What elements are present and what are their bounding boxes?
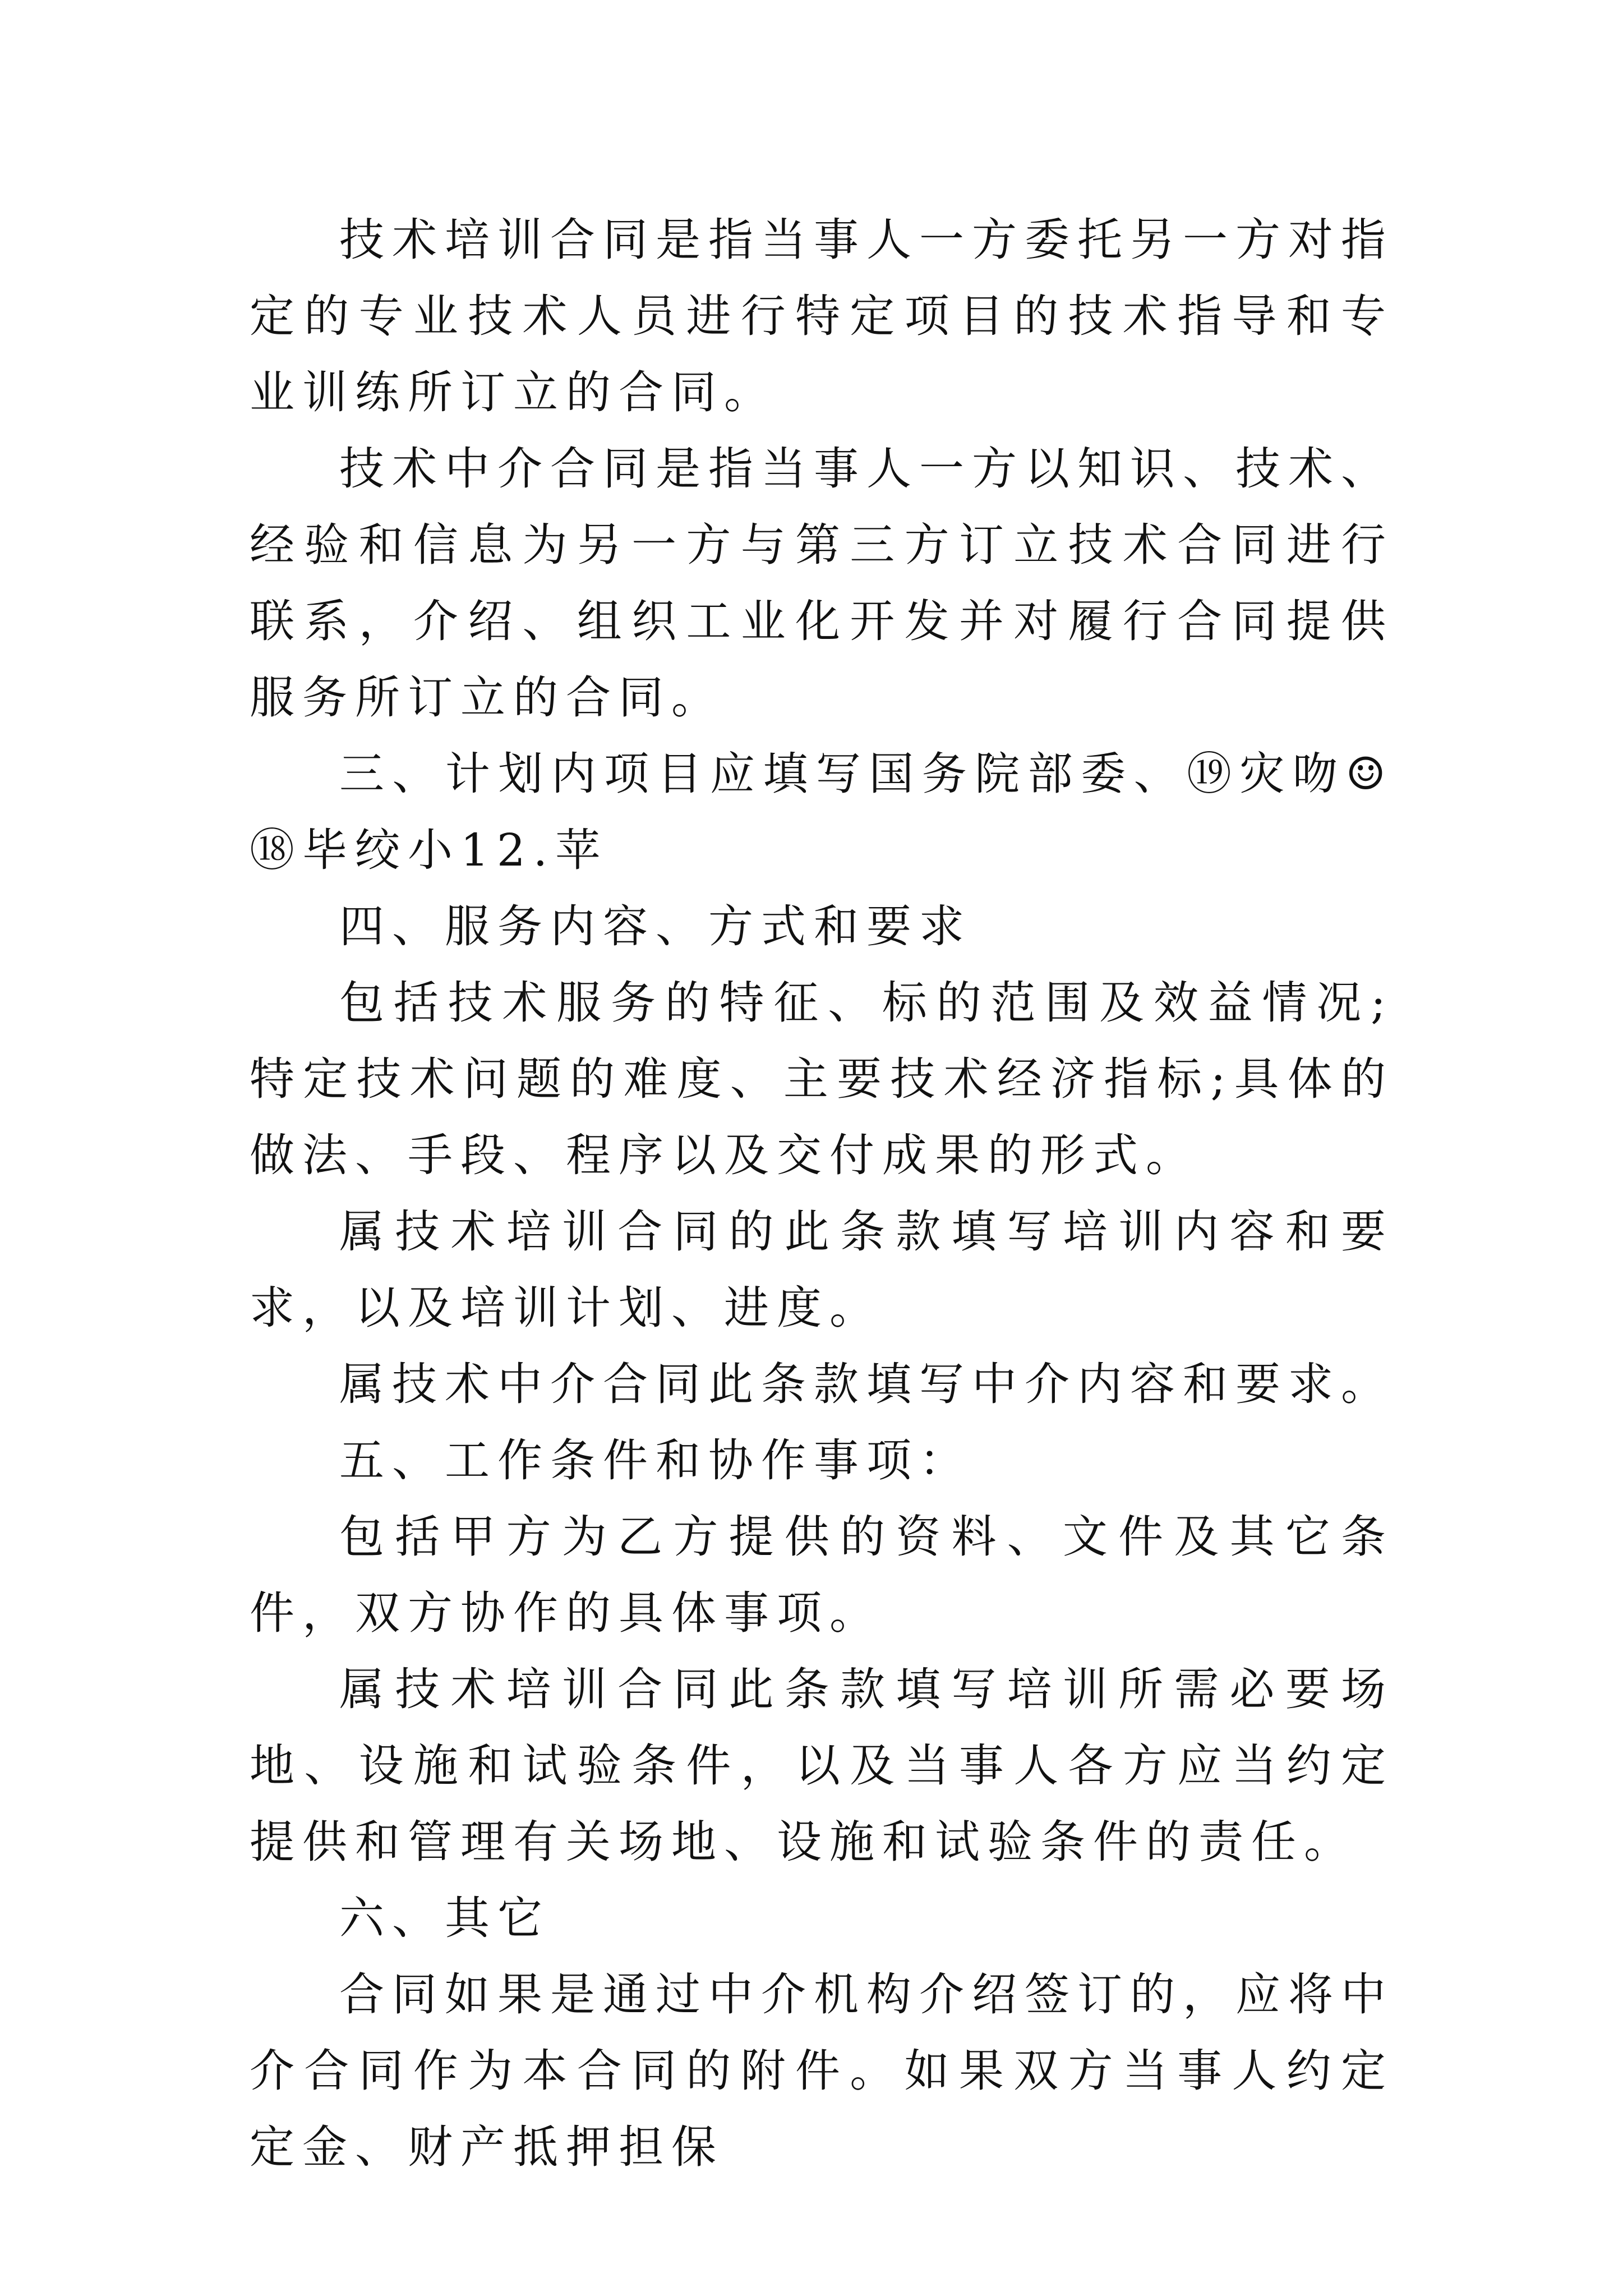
paragraph-training-facilities: 属技术培训合同此条款填写培训所需必要场地、设施和试验条件，以及当事人各方应当约定提供和管理有关场地、设施和试验条件的责任。	[250, 1663, 1394, 1868]
paragraph-training-contract-definition: 技术培训合同是指当事人一方委托另一方对指定的专业技术人员进行特定项目的技术指导和专业训练所订立的合同。	[250, 214, 1394, 418]
paragraph-service-content: 包括技术服务的特征、标的范围及效益情况;特定技术问题的难度、主要技术经济指标;具体的做法、手段、程序以及交付成果的形式。	[250, 977, 1394, 1181]
document-body	[250, 202, 1394, 2185]
paragraph-working-conditions: 包括甲方为乙方提供的资料、文件及其它条件，双方协作的具体事项。	[250, 1511, 1394, 1639]
section-four-heading: 四、服务内容、方式和要求	[339, 900, 972, 953]
paragraph-intermediary-contract-definition: 技术中介合同是指当事人一方以知识、技术、经验和信息为另一方与第三方订立技术合同进行联系，介绍、组织工业化开发并对履行合同提供服务所订立的合同。	[250, 443, 1394, 724]
section-five-heading: 五、工作条件和协作事项：	[339, 1434, 972, 1487]
paragraph-other-provisions: 合同如果是通过中介机构介绍签订的，应将中介合同作为本合同的附件。如果双方当事人约定定金、财产抵押担保	[250, 1968, 1394, 2173]
paragraph-training-clause: 属技术培训合同的此条款填写培训内容和要求，以及培训计划、进度。	[250, 1205, 1394, 1334]
paragraph-intermediary-clause: 属技术中介合同此条款填写中介内容和要求。	[339, 1358, 1394, 1410]
section-six-heading: 六、其它	[339, 1892, 550, 1944]
section-three-heading: 三、计划内项目应填写国务院部委、⑲灾吻☺⑱毕绞小12.苹	[250, 748, 1394, 876]
